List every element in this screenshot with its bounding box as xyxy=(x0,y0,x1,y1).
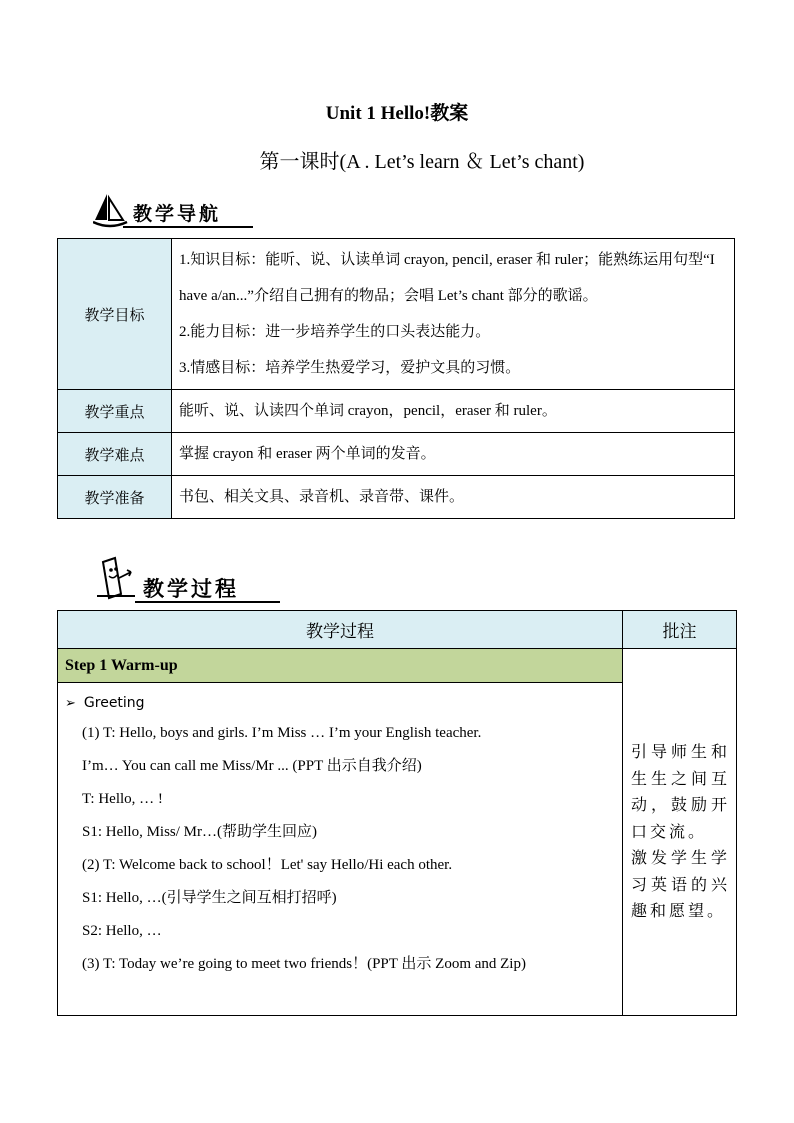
notes-column-header: 批注 xyxy=(623,611,737,649)
document-title: Unit 1 Hello!教案 xyxy=(325,103,469,124)
process-table xyxy=(57,610,737,1016)
table-header-row xyxy=(58,611,737,649)
table-row xyxy=(58,390,735,433)
process-banner-text: 教学过程 xyxy=(143,577,239,601)
sailboat-icon xyxy=(93,190,129,230)
process-banner xyxy=(95,560,270,600)
objective-line: 2.能力目标：进一步培养学生的口头表达能力。 xyxy=(179,324,491,340)
row-label: 教学准备 xyxy=(58,476,172,519)
row-label: 教学难点 xyxy=(58,433,172,476)
note-line: 激发学生学习英语的兴趣和愿望。 xyxy=(631,848,730,921)
bullet-text: Greeting xyxy=(83,695,145,711)
banner-underline xyxy=(135,601,280,603)
banner-underline xyxy=(123,226,253,228)
row-label: 教学目标 xyxy=(58,239,172,390)
navigation-banner xyxy=(93,190,243,230)
table-row xyxy=(58,476,735,519)
objective-line: 3.情感目标：培养学生热爱学习，爱护文具的习惯。 xyxy=(179,360,521,376)
note-line: 引导师生和生生之间互动，鼓励开口交流。 xyxy=(631,742,730,841)
pencil-figure-icon xyxy=(95,556,137,600)
dialogue-line: (1) T: Hello, boys and girls. I’m Miss … I’m your English teacher. xyxy=(82,725,482,741)
table-row xyxy=(58,433,735,476)
row-label: 教学重点 xyxy=(58,390,172,433)
row-content: 掌握 crayon 和 eraser 两个单词的发音。 xyxy=(172,433,735,476)
table-row xyxy=(58,649,737,683)
objective-line: 1.知识目标：能听、说、认读单词 crayon, pencil, eraser 和 ruler；能熟练运用句型“I have a/an...”介绍自己拥有的物品；会唱 Let’s chant 部分的歌谣。 xyxy=(179,252,715,304)
dialogue-line: T: Hello, … ! xyxy=(82,791,163,807)
step-title: Step 1 Warm-up xyxy=(58,649,623,683)
arrow-bullet-icon: ➢ xyxy=(65,695,76,710)
dialogue-line: S2: Hello, … xyxy=(82,923,162,939)
navigation-banner-text: 教学导航 xyxy=(133,203,222,225)
process-column-header: 教学过程 xyxy=(58,611,623,649)
document-subtitle: 第一课时(A . Let’s learn ＆ Let’s chant) xyxy=(259,151,585,173)
row-content: 书包、相关文具、录音机、录音带、课件。 xyxy=(172,476,735,519)
dialogue-line: (3) T: Today we’re going to meet two friends！(PPT 出示 Zoom and Zip) xyxy=(82,956,526,972)
bullet-item xyxy=(65,689,614,717)
row-content: 能听、说、认读四个单词 crayon，pencil，eraser 和 ruler。 xyxy=(172,390,735,433)
dialogue-line: S1: Hello, …(引导学生之间互相打招呼) xyxy=(82,890,337,906)
process-content xyxy=(58,683,623,1016)
row-content xyxy=(172,239,735,390)
dialogue-line: I’m… You can call me Miss/Mr ... (PPT 出示自我介绍) xyxy=(82,758,422,774)
dialogue-line: S1: Hello, Miss/ Mr…(帮助学生回应) xyxy=(82,824,318,840)
dialogue-line: (2) T: Welcome back to school！Let' say Hello/Hi each other. xyxy=(82,857,453,873)
notes-cell xyxy=(623,649,737,1016)
table-row xyxy=(58,239,735,390)
objectives-table xyxy=(57,238,735,519)
